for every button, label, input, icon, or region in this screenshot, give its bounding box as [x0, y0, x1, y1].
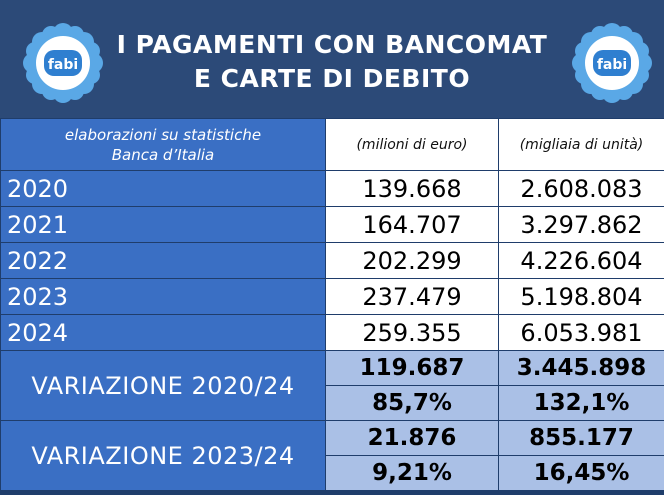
- table-row: [1, 243, 664, 279]
- amount-cell: 237.479: [326, 279, 499, 315]
- payments-table: [0, 118, 664, 491]
- year-cell: 2023: [1, 279, 326, 315]
- variation-amount-pct-cell: 9,21%: [326, 456, 499, 491]
- units-cell: 2.608.083: [499, 171, 664, 207]
- col-header-units: (migliaia di unità): [499, 119, 664, 171]
- year-cell: 2020: [1, 171, 326, 207]
- variation-label: VARIAZIONE 2023/24: [1, 421, 326, 491]
- table-row: [1, 315, 664, 351]
- units-cell: 5.198.804: [499, 279, 664, 315]
- logo-text: fabi: [596, 57, 628, 73]
- units-cell: 4.226.604: [499, 243, 664, 279]
- header-banner: [0, 0, 664, 118]
- table-row: [1, 207, 664, 243]
- year-cell: 2024: [1, 315, 326, 351]
- variation-units-cell: 3.445.898: [499, 351, 664, 386]
- variation-amount-cell: 21.876: [326, 421, 499, 456]
- year-cell: 2021: [1, 207, 326, 243]
- variation-units-pct-cell: 132,1%: [499, 386, 664, 421]
- logo-text: fabi: [47, 57, 79, 73]
- variation-row-absolute: [1, 351, 664, 386]
- variation-label: VARIAZIONE 2020/24: [1, 351, 326, 421]
- title-line-2: E CARTE DI DEBITO: [193, 64, 471, 93]
- table-header-row: [1, 119, 664, 171]
- amount-cell: 164.707: [326, 207, 499, 243]
- variation-amount-cell: 119.687: [326, 351, 499, 386]
- amount-cell: 202.299: [326, 243, 499, 279]
- variation-units-pct-cell: 16,45%: [499, 456, 664, 491]
- variation-units-cell: 855.177: [499, 421, 664, 456]
- units-cell: 3.297.862: [499, 207, 664, 243]
- amount-cell: 259.355: [326, 315, 499, 351]
- col-header-amount: (milioni di euro): [326, 119, 499, 171]
- variation-row-absolute: [1, 421, 664, 456]
- table-row: [1, 279, 664, 315]
- bottom-divider: [0, 491, 664, 495]
- units-cell: 6.053.981: [499, 315, 664, 351]
- variation-amount-pct-cell: 85,7%: [326, 386, 499, 421]
- page-title: [110, 28, 554, 96]
- title-line-1: I PAGAMENTI CON BANCOMAT: [116, 30, 548, 59]
- fabi-logo-icon: [571, 22, 653, 104]
- table-row: [1, 171, 664, 207]
- fabi-logo-icon: [22, 22, 104, 104]
- amount-cell: 139.668: [326, 171, 499, 207]
- year-cell: 2022: [1, 243, 326, 279]
- source-note: elaborazioni su statistiche Banca d’Italia: [1, 119, 326, 171]
